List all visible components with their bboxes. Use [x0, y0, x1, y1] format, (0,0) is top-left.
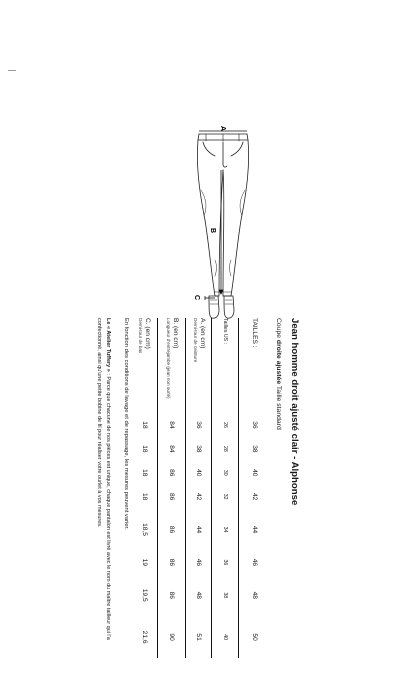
- measure-cell: 84: [158, 413, 186, 437]
- margin-mark: [8, 70, 16, 71]
- measure-cell: 19,5: [132, 574, 158, 616]
- size-cell: 38: [250, 445, 258, 453]
- size-cell: 42: [250, 493, 258, 501]
- measure-cell: 18: [132, 437, 158, 461]
- subtitle-fit: droite ajustée: [275, 339, 282, 385]
- us-size-cell: 38: [212, 574, 239, 616]
- measure-row-b: [158, 318, 186, 658]
- us-size-label: Tailles US :: [212, 318, 239, 413]
- size-header-row: [239, 318, 269, 658]
- measure-cell: 18: [132, 413, 158, 437]
- size-cell: 46: [250, 558, 258, 567]
- us-size-cell: 26: [212, 413, 239, 437]
- measure-row-c: [132, 318, 158, 658]
- us-size-cell: 40: [212, 616, 239, 658]
- measure-cell: 90: [158, 616, 186, 658]
- product-title: Jean homme droit ajusté clair - Alphonse: [289, 318, 300, 506]
- atelier-story: [95, 318, 112, 663]
- us-size-cell: 32: [212, 485, 239, 509]
- measure-cell: 86: [158, 485, 186, 509]
- measure-cell: 86: [158, 574, 186, 616]
- measure-cell: 42: [186, 485, 212, 509]
- measure-description: Demi-tour de ceinture: [192, 318, 198, 363]
- measure-description: Demi-tour de bas: [138, 318, 144, 354]
- measure-cell: 21,6: [132, 616, 158, 658]
- measure-cell: 84: [158, 437, 186, 461]
- measure-cell: 86: [158, 550, 186, 574]
- measure-cell: 51: [186, 616, 212, 658]
- measure-name: A. (en cm): [198, 318, 206, 349]
- us-size-cell: 36: [212, 550, 239, 574]
- measure-cell: 18: [132, 485, 158, 509]
- measure-cell: 86: [158, 461, 186, 485]
- measure-description: Longueur d'entrejambe (jean non ourlé): [165, 318, 171, 399]
- size-cell: 48: [250, 591, 258, 599]
- story-text: : Parce que chacune de nos pièces est unique, chaque pantalon est livré avec le nom du maître tailleur qui l'a confectionné, ainsi qu'une petite bobine de fil pour réaliser votre ourlet à vos mesures.: [96, 318, 111, 640]
- measure-cell: 19: [132, 550, 158, 574]
- measure-cell: 48: [186, 574, 212, 616]
- us-size-cell: 30: [212, 461, 239, 485]
- subtitle-prefix: Coupe: [275, 318, 282, 339]
- measure-cell: 18,5: [132, 509, 158, 551]
- measure-label: [186, 318, 212, 413]
- measure-cell: 40: [186, 461, 212, 485]
- measure-cell: 18: [132, 461, 158, 485]
- size-cell: 50: [250, 633, 258, 641]
- us-size-cell: 28: [212, 437, 239, 461]
- measurement-note: En fonction des conditions de lavage et de repassage, les mesures peuvent varier.: [123, 318, 129, 530]
- size-cell: 40: [250, 469, 258, 477]
- jeans-illustration: [181, 126, 261, 320]
- measure-name: B. (en cm): [171, 318, 179, 349]
- label-b: B: [209, 228, 216, 234]
- size-cell: 44: [250, 525, 258, 534]
- story-lead: Le « Atelier Tuffery »: [105, 318, 111, 372]
- measure-cell: 36: [186, 413, 212, 437]
- subtitle-size: Taille standard: [275, 385, 282, 430]
- us-size-row: [212, 318, 239, 658]
- measure-cell: 38: [186, 437, 212, 461]
- label-a: A: [219, 126, 226, 132]
- measure-label: [158, 318, 186, 413]
- measure-row-a: [186, 318, 212, 658]
- size-header-label: TAILLES :: [250, 318, 258, 348]
- measure-cell: 44: [186, 509, 212, 551]
- size-table: [132, 318, 269, 658]
- label-c: C: [193, 295, 200, 301]
- us-size-cell: 34: [212, 509, 239, 551]
- measure-label: [132, 318, 158, 413]
- measure-cell: 46: [186, 550, 212, 574]
- size-cell: 36: [250, 421, 258, 429]
- measure-cell: 86: [158, 509, 186, 551]
- measure-name: C. (en cm): [144, 318, 152, 349]
- fit-subtitle: [275, 318, 282, 430]
